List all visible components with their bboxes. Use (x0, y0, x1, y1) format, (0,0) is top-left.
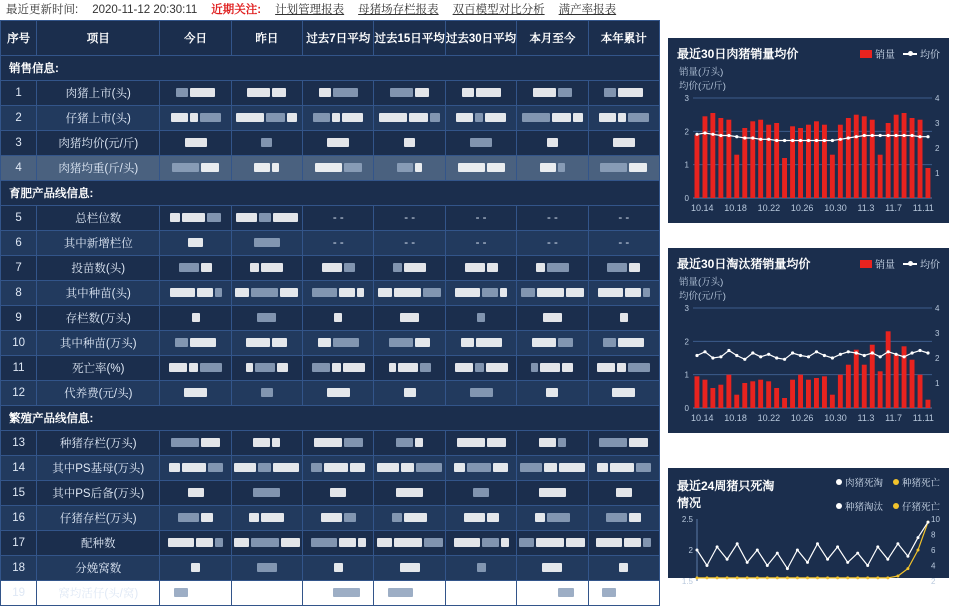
table-cell (374, 331, 445, 356)
row-item-label: 其中PS基母(万头) (37, 456, 160, 481)
link-plan-report[interactable]: 计划管理报表 (275, 4, 345, 16)
table-cell (374, 481, 445, 506)
row-index: 18 (1, 556, 37, 581)
table-cell (160, 306, 231, 331)
table-cell (445, 356, 516, 381)
link-capacity-report[interactable]: 满产率报表 (558, 4, 617, 16)
svg-text:1: 1 (684, 160, 689, 170)
table-section-row (1, 181, 660, 206)
chart2-title: 最近30日淘汰猪销量均价 (677, 257, 811, 271)
row-item-label: 仔猪上市(头) (37, 106, 160, 131)
svg-text:3: 3 (684, 94, 689, 103)
table-row[interactable] (1, 431, 660, 456)
table-cell (374, 356, 445, 381)
col-item: 项目 (37, 21, 160, 56)
row-index: 1 (1, 81, 37, 106)
chart2-legend-price[interactable] (903, 256, 940, 271)
table-row[interactable] (1, 306, 660, 331)
chart3-legend-breeder-cull[interactable] (836, 499, 883, 513)
table-cell (231, 331, 302, 356)
row-item-label: 其中PS后备(万头) (37, 481, 160, 506)
table-cell (588, 456, 659, 481)
row-item-label: 肉猪上市(头) (37, 81, 160, 106)
table-cell (303, 256, 374, 281)
table-cell (303, 506, 374, 531)
row-index: 11 (1, 356, 37, 381)
row-index: 8 (1, 281, 37, 306)
table-cell (160, 281, 231, 306)
row-item-label: 仔猪存栏(万头) (37, 506, 160, 531)
table-cell (517, 306, 588, 331)
table-cell (160, 231, 231, 256)
chart2-legend (860, 256, 940, 271)
table-cell (374, 506, 445, 531)
table-row[interactable] (1, 106, 660, 131)
focus-label: 近期关注: (211, 4, 262, 16)
table-cell (588, 381, 659, 406)
table-row[interactable] (1, 206, 660, 231)
table-cell (231, 431, 302, 456)
chart2-xaxis (669, 412, 948, 423)
table-row[interactable] (1, 81, 660, 106)
x-tick-label: 10.14 (691, 203, 714, 213)
col-today: 今日 (160, 21, 231, 56)
row-index: 5 (1, 206, 37, 231)
table-cell (160, 581, 231, 606)
x-tick-label: 10.18 (724, 413, 747, 423)
x-tick-label: 10.22 (757, 413, 781, 423)
x-tick-label: 11.3 (857, 203, 875, 213)
table-cell (160, 456, 231, 481)
chart1-ylabel: 销量(万头) (679, 67, 724, 78)
row-item-label: 存栏数(万头) (37, 306, 160, 331)
row-item-label: 窝均活仔(头/窝) (37, 581, 160, 606)
table-row[interactable] (1, 506, 660, 531)
col-avg15: 过去15日平均 (374, 21, 445, 56)
col-index: 序号 (1, 21, 37, 56)
table-section-title: 育肥产品线信息: (1, 181, 660, 206)
table-cell (231, 456, 302, 481)
table-cell (303, 306, 374, 331)
table-cell (588, 306, 659, 331)
table-cell: - - (445, 206, 516, 231)
table-section-row (1, 406, 660, 431)
table-cell (374, 106, 445, 131)
row-index: 12 (1, 381, 37, 406)
table-cell (588, 556, 659, 581)
row-index: 10 (1, 331, 37, 356)
svg-text:2: 2 (688, 546, 693, 555)
table-body (1, 56, 660, 606)
chart2-legend-volume-label: 销量 (875, 260, 895, 271)
chart-card-pig-sales (668, 38, 949, 223)
table-cell: - - (517, 206, 588, 231)
table-cell (445, 581, 516, 606)
table-cell (445, 431, 516, 456)
update-time-label: 最近更新时间: (6, 4, 79, 16)
table-cell (588, 156, 659, 181)
chart-card-mortality (668, 468, 949, 586)
x-tick-label: 10.30 (824, 203, 847, 213)
chart1-title: 最近30日肉猪销量均价 (677, 47, 799, 61)
table-cell (445, 281, 516, 306)
table-cell (588, 431, 659, 456)
row-item-label: 其中新增栏位 (37, 231, 160, 256)
table-cell (303, 381, 374, 406)
table-cell (303, 581, 374, 606)
link-model-compare[interactable]: 双百模型对比分析 (452, 4, 545, 16)
table-cell (445, 456, 516, 481)
row-index: 19 (1, 581, 37, 606)
row-item-label: 肉猪均价(元/斤) (37, 131, 160, 156)
table-cell (445, 156, 516, 181)
x-tick-label: 11.11 (912, 203, 934, 213)
row-item-label: 死亡率(%) (37, 356, 160, 381)
table-cell (517, 131, 588, 156)
table-cell (588, 106, 659, 131)
chart1-legend-price[interactable] (903, 46, 940, 61)
row-index: 15 (1, 481, 37, 506)
table-cell (374, 531, 445, 556)
table-row[interactable] (1, 331, 660, 356)
chart2-header (669, 249, 948, 272)
table-row[interactable] (1, 556, 660, 581)
table-cell (160, 331, 231, 356)
table-row[interactable] (1, 281, 660, 306)
col-avg30: 过去30日平均 (445, 21, 516, 56)
table-cell (231, 306, 302, 331)
chart3-header (669, 469, 948, 513)
table-cell (303, 531, 374, 556)
x-tick-label: 10.26 (790, 413, 814, 423)
table-cell (231, 256, 302, 281)
table-cell (445, 481, 516, 506)
table-row[interactable] (1, 131, 660, 156)
table-cell (517, 481, 588, 506)
table-cell (374, 581, 445, 606)
table-header (1, 21, 660, 56)
table-row[interactable] (1, 256, 660, 281)
table-cell (374, 456, 445, 481)
chart2-ylabel: 销量(万头) (679, 277, 724, 288)
row-index: 9 (1, 306, 37, 331)
table-header-row (1, 21, 660, 56)
table-cell (160, 481, 231, 506)
row-item-label: 肉猪均重(斤/头) (37, 156, 160, 181)
table-cell (231, 581, 302, 606)
row-item-label: 种猪存栏(万头) (37, 431, 160, 456)
table-cell: - - (588, 206, 659, 231)
table-cell (303, 156, 374, 181)
svg-text:2: 2 (935, 144, 940, 153)
svg-text:4: 4 (935, 304, 940, 313)
table-cell: - - (374, 206, 445, 231)
chart3-legend-breeder-cull-label: 种猪淘汰 (844, 502, 883, 513)
table-cell (374, 156, 445, 181)
svg-text:3: 3 (684, 304, 689, 313)
svg-text:4: 4 (935, 94, 940, 103)
table-cell (445, 381, 516, 406)
svg-text:1: 1 (935, 379, 940, 388)
chart2-plot (675, 304, 942, 412)
svg-text:2: 2 (931, 577, 936, 586)
table-cell (160, 81, 231, 106)
chart3-legend-piglet-death[interactable] (893, 499, 940, 513)
table-section-title: 销售信息: (1, 56, 660, 81)
table-cell (160, 131, 231, 156)
table-cell (231, 81, 302, 106)
table-row[interactable] (1, 356, 660, 381)
chart3-legend-breeder-death-label: 种猪死亡 (901, 478, 940, 489)
table-cell (374, 81, 445, 106)
top-status-bar (0, 0, 955, 20)
chart3-legend-piglet-death-label: 仔猪死亡 (901, 502, 940, 513)
table-cell (374, 306, 445, 331)
table-cell (160, 431, 231, 456)
row-index: 2 (1, 106, 37, 131)
link-sow-farm-report[interactable]: 母猪场存栏报表 (358, 4, 439, 16)
col-month: 本月至今 (517, 21, 588, 56)
table-row[interactable] (1, 581, 660, 606)
table-cell (374, 256, 445, 281)
table-cell (231, 356, 302, 381)
row-index: 14 (1, 456, 37, 481)
x-tick-label: 10.30 (824, 413, 847, 423)
table-cell: - - (445, 231, 516, 256)
table-cell (231, 106, 302, 131)
row-index: 4 (1, 156, 37, 181)
table-cell (374, 431, 445, 456)
svg-text:0: 0 (684, 404, 689, 413)
table-row[interactable] (1, 481, 660, 506)
table-cell (160, 156, 231, 181)
row-index: 6 (1, 231, 37, 256)
table-cell (231, 231, 302, 256)
table-cell (517, 281, 588, 306)
table-cell (303, 431, 374, 456)
chart1-legend-price-label: 均价 (920, 50, 940, 61)
chart3-legend-breeder-death[interactable] (893, 475, 940, 489)
table-cell (588, 331, 659, 356)
x-tick-label: 10.18 (724, 203, 747, 213)
svg-text:6: 6 (931, 546, 936, 555)
table-cell (517, 256, 588, 281)
svg-text:10: 10 (931, 515, 940, 524)
x-tick-label: 11.3 (857, 413, 875, 423)
table-cell (231, 556, 302, 581)
table-cell (445, 556, 516, 581)
table-cell (588, 531, 659, 556)
chart3-title: 最近24周猪只死淘情况 (677, 479, 775, 510)
svg-text:2: 2 (935, 354, 940, 363)
svg-text:3: 3 (935, 329, 940, 338)
table-row[interactable] (1, 156, 660, 181)
table-cell (303, 556, 374, 581)
row-index: 3 (1, 131, 37, 156)
table-cell (517, 81, 588, 106)
chart1-xaxis (669, 202, 948, 213)
table-cell (517, 556, 588, 581)
table-cell (517, 356, 588, 381)
row-item-label: 代养费(元/头) (37, 381, 160, 406)
table-cell (160, 381, 231, 406)
table-cell (303, 481, 374, 506)
table-cell (303, 81, 374, 106)
table-cell (517, 381, 588, 406)
chart1-legend (860, 46, 940, 61)
col-yesterday: 昨日 (231, 21, 302, 56)
table-cell: - - (374, 231, 445, 256)
table-cell (517, 531, 588, 556)
x-tick-label: 10.22 (757, 203, 781, 213)
table-cell (303, 281, 374, 306)
table-cell (445, 306, 516, 331)
svg-text:4: 4 (931, 561, 936, 571)
table-cell (517, 506, 588, 531)
chart1-ylabel2: 均价(元/斤) (679, 81, 726, 92)
table-cell (303, 106, 374, 131)
table-row[interactable] (1, 531, 660, 556)
table-cell (445, 106, 516, 131)
table-cell (517, 431, 588, 456)
svg-text:1: 1 (935, 169, 940, 178)
table-cell (588, 356, 659, 381)
svg-text:3: 3 (935, 119, 940, 128)
table-cell (517, 581, 588, 606)
chart2-legend-price-label: 均价 (920, 260, 940, 271)
chart1-header (669, 39, 948, 62)
x-tick-label: 11.11 (912, 413, 934, 423)
dashboard-stage (0, 20, 955, 600)
col-avg7: 过去7日平均 (303, 21, 374, 56)
table-cell (445, 131, 516, 156)
table-cell (303, 131, 374, 156)
table-cell (374, 556, 445, 581)
table-row[interactable] (1, 231, 660, 256)
table-cell (231, 281, 302, 306)
chart2-ylabel2: 均价(元/斤) (679, 291, 726, 302)
chart3-legend (780, 475, 940, 513)
table-cell (588, 581, 659, 606)
table-cell (588, 481, 659, 506)
svg-text:2.5: 2.5 (681, 515, 693, 524)
table-cell (303, 356, 374, 381)
table-cell (231, 131, 302, 156)
chart1-plot (675, 94, 942, 202)
table-cell (231, 506, 302, 531)
table-cell (160, 506, 231, 531)
table-cell (445, 256, 516, 281)
svg-text:0: 0 (684, 194, 689, 203)
row-index: 16 (1, 506, 37, 531)
table-cell (517, 106, 588, 131)
svg-text:1: 1 (684, 370, 689, 380)
table-cell (588, 256, 659, 281)
table-cell: - - (303, 231, 374, 256)
chart1-legend-volume-label: 销量 (875, 50, 895, 61)
table-cell (517, 456, 588, 481)
table-cell (231, 381, 302, 406)
table-cell (303, 456, 374, 481)
row-item-label: 配种数 (37, 531, 160, 556)
table-cell (374, 381, 445, 406)
table-cell (374, 281, 445, 306)
x-tick-label: 11.7 (885, 413, 902, 423)
x-tick-label: 11.7 (885, 203, 902, 213)
table-cell: - - (517, 231, 588, 256)
update-time-value: 2020-11-12 20:30:11 (92, 4, 198, 16)
table-row[interactable] (1, 456, 660, 481)
table-cell (374, 131, 445, 156)
svg-text:1.5: 1.5 (681, 577, 693, 586)
table-cell (231, 531, 302, 556)
table-cell (160, 531, 231, 556)
table-cell: - - (303, 206, 374, 231)
table-cell (160, 556, 231, 581)
table-cell (160, 356, 231, 381)
table-cell (588, 506, 659, 531)
row-item-label: 总栏位数 (37, 206, 160, 231)
table-section-title: 繁殖产品线信息: (1, 406, 660, 431)
table-row[interactable] (1, 381, 660, 406)
x-tick-label: 10.26 (790, 203, 814, 213)
col-year: 本年累计 (588, 21, 659, 56)
table-cell (303, 331, 374, 356)
svg-text:2: 2 (684, 127, 689, 137)
row-item-label: 分娩窝数 (37, 556, 160, 581)
table-cell (445, 506, 516, 531)
chart1-legend-volume[interactable] (860, 46, 895, 61)
table-cell (445, 81, 516, 106)
row-item-label: 其中种苗(头) (37, 281, 160, 306)
table-cell: - - (588, 231, 659, 256)
row-item-label: 其中种苗(万头) (37, 331, 160, 356)
row-item-label: 投苗数(头) (37, 256, 160, 281)
table-cell (588, 81, 659, 106)
chart2-legend-volume[interactable] (860, 256, 895, 271)
table-cell (231, 206, 302, 231)
table-section-row (1, 56, 660, 81)
chart3-legend-fattening[interactable] (836, 475, 883, 489)
table-cell (588, 131, 659, 156)
svg-text:8: 8 (931, 530, 936, 540)
chart3-legend-fattening-label: 肉猪死淘 (844, 478, 883, 489)
metrics-table (0, 20, 660, 606)
row-index: 7 (1, 256, 37, 281)
table-cell (231, 156, 302, 181)
metrics-table-panel (0, 20, 660, 600)
table-cell (445, 331, 516, 356)
svg-text:2: 2 (684, 337, 689, 347)
table-cell (160, 206, 231, 231)
table-cell (588, 281, 659, 306)
row-index: 13 (1, 431, 37, 456)
table-cell (517, 331, 588, 356)
table-cell (160, 106, 231, 131)
table-cell (231, 481, 302, 506)
table-cell (160, 256, 231, 281)
table-cell (445, 531, 516, 556)
chart-card-cull-sales (668, 248, 949, 433)
row-index: 17 (1, 531, 37, 556)
table-cell (517, 156, 588, 181)
chart3-plot (675, 515, 942, 585)
x-tick-label: 10.14 (691, 413, 714, 423)
